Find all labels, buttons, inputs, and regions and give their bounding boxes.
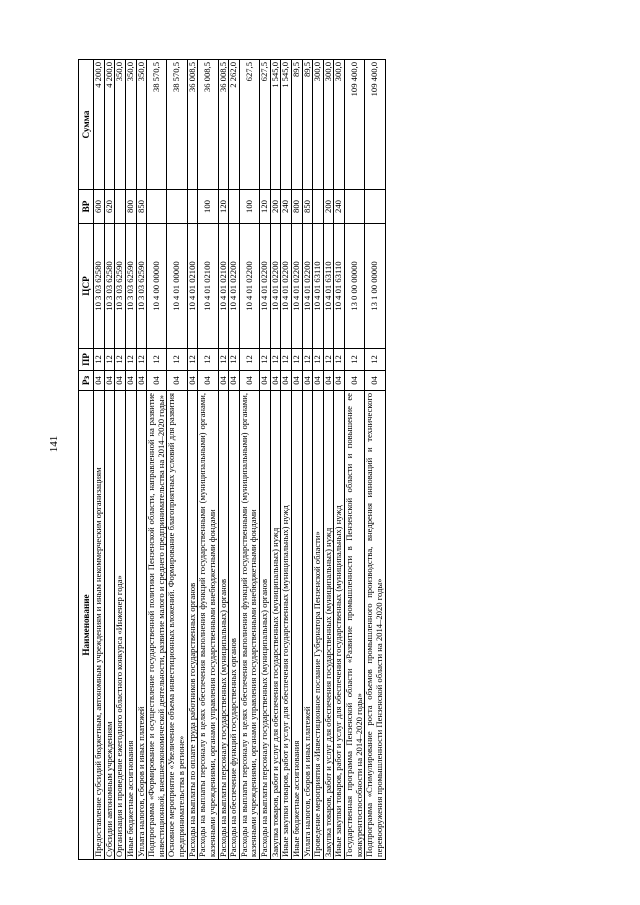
cell-csr: 10 3 03 62580: [94, 224, 105, 349]
table-row: [187, 60, 198, 860]
cell-name: Основное мероприятие «Увеличение объема инвестиционных вложений. Формирование благоприятных условий для развития предпринимательства в регионе»: [167, 391, 187, 860]
cell-csr: 10 4 01 02200: [270, 224, 281, 349]
table-row: [302, 60, 313, 860]
cell-pr: 12: [229, 349, 240, 371]
cell-csr: 10 4 01 02100: [218, 224, 229, 349]
cell-sum: 38 570,5: [147, 60, 167, 190]
table-row: [94, 60, 105, 860]
table-row: [260, 60, 271, 860]
cell-rz: 04: [260, 371, 271, 391]
cell-sum: 38 570,5: [167, 60, 187, 190]
page-number: 141: [48, 435, 60, 453]
cell-pr: 12: [218, 349, 229, 371]
table-row: [334, 60, 345, 860]
cell-vr: 850: [302, 190, 313, 224]
cell-sum: 627,5: [260, 60, 271, 190]
cell-csr: 10 4 01 02200: [281, 224, 292, 349]
cell-name: Подпрограмма «Стимулирование роста объемов промышленного производства, внедрения инноваций и технического перевооружения промышленности Пензенской области на 2014–2020 годы»: [365, 391, 385, 860]
cell-vr: 120: [218, 190, 229, 224]
header-name: Наименование: [79, 391, 94, 860]
cell-rz: 04: [229, 371, 240, 391]
cell-rz: 04: [115, 371, 126, 391]
cell-name: Расходы на выплаты персоналу государственных (муниципальных) органов: [260, 391, 271, 860]
cell-name: Закупка товаров, работ и услуг для обеспечения государственных (муниципальных) нужд: [270, 391, 281, 860]
cell-sum: 36 008,5: [187, 60, 198, 190]
cell-rz: 04: [198, 371, 218, 391]
table-row: [239, 60, 259, 860]
cell-vr: [167, 190, 187, 224]
cell-name: Иные бюджетные ассигнования: [125, 391, 136, 860]
cell-name: Расходы на выплаты персоналу в целях обеспечения выполнения функций государственными (муниципальными) органами, казенными учреждениями, органами управления государственными внебюджетными фондами: [198, 391, 218, 860]
cell-name: Расходы на обеспечение функций государственных органов: [229, 391, 240, 860]
cell-pr: 12: [136, 349, 147, 371]
table-row: [313, 60, 324, 860]
cell-csr: 10 4 01 02200: [239, 224, 259, 349]
cell-vr: 240: [281, 190, 292, 224]
cell-vr: 800: [125, 190, 136, 224]
table-header-row: [79, 60, 94, 860]
cell-name: Расходы на выплаты персоналу государственных (муниципальных) органов: [218, 391, 229, 860]
cell-rz: 04: [104, 371, 115, 391]
cell-name: Иные закупки товаров, работ и услуг для обеспечения государственных (муниципальных) нужд: [281, 391, 292, 860]
cell-vr: [365, 190, 385, 224]
cell-vr: 200: [323, 190, 334, 224]
cell-rz: 04: [167, 371, 187, 391]
cell-rz: 04: [365, 371, 385, 391]
cell-pr: 12: [104, 349, 115, 371]
cell-rz: 04: [218, 371, 229, 391]
cell-vr: 600: [94, 190, 105, 224]
cell-sum: 36 008,5: [218, 60, 229, 190]
cell-csr: 10 4 01 02100: [187, 224, 198, 349]
header-vr: ВР: [79, 190, 94, 224]
cell-vr: 100: [198, 190, 218, 224]
cell-pr: 12: [281, 349, 292, 371]
table-row: [323, 60, 334, 860]
cell-sum: 2 262,0: [229, 60, 240, 190]
cell-csr: 10 4 01 63110: [323, 224, 334, 349]
cell-pr: 12: [147, 349, 167, 371]
cell-sum: 36 008,5: [198, 60, 218, 190]
cell-name: Расходы на выплаты по оплате труда работников государственных органов: [187, 391, 198, 860]
cell-name: Иные бюджетные ассигнования: [291, 391, 302, 860]
cell-sum: 89,5: [291, 60, 302, 190]
cell-name: Субсидии автономным учреждениям: [104, 391, 115, 860]
cell-vr: 620: [104, 190, 115, 224]
cell-pr: 12: [313, 349, 324, 371]
cell-vr: [115, 190, 126, 224]
table-row: [125, 60, 136, 860]
cell-name: Проведение мероприятия «Инвестиционное послание Губернатора Пензенской области»: [313, 391, 324, 860]
cell-vr: 200: [270, 190, 281, 224]
table-row: [365, 60, 385, 860]
cell-pr: 12: [302, 349, 313, 371]
cell-sum: 1 545,0: [270, 60, 281, 190]
cell-name: Организация и проведение ежегодного областного конкурса «Инженер года»: [115, 391, 126, 860]
cell-pr: 12: [239, 349, 259, 371]
cell-rz: 04: [302, 371, 313, 391]
table-body: [94, 60, 386, 860]
cell-rz: 04: [136, 371, 147, 391]
cell-sum: 350,0: [125, 60, 136, 190]
table-row: [229, 60, 240, 860]
cell-sum: 627,5: [239, 60, 259, 190]
table-row: [115, 60, 126, 860]
rotated-table-container: [78, 60, 568, 860]
cell-rz: 04: [345, 371, 365, 391]
cell-csr: 10 4 01 02200: [260, 224, 271, 349]
table-row: [136, 60, 147, 860]
cell-vr: [187, 190, 198, 224]
cell-sum: 4 200,0: [104, 60, 115, 190]
cell-sum: 300,0: [313, 60, 324, 190]
cell-rz: 04: [313, 371, 324, 391]
cell-vr: [229, 190, 240, 224]
table-row: [345, 60, 365, 860]
cell-sum: 300,0: [334, 60, 345, 190]
table-row: [167, 60, 187, 860]
cell-vr: 120: [260, 190, 271, 224]
header-sum: Сумма: [79, 60, 94, 190]
cell-vr: 800: [291, 190, 302, 224]
cell-name: Иные закупки товаров, работ и услуг для обеспечения государственных (муниципальных) нужд: [334, 391, 345, 860]
cell-csr: 10 3 03 62590: [136, 224, 147, 349]
cell-pr: 12: [323, 349, 334, 371]
cell-vr: 240: [334, 190, 345, 224]
cell-name: Закупка товаров, работ и услуг для обеспечения государственных (муниципальных) нужд: [323, 391, 334, 860]
header-csr: ЦСР: [79, 224, 94, 349]
cell-pr: 12: [198, 349, 218, 371]
cell-rz: 04: [323, 371, 334, 391]
cell-pr: 12: [291, 349, 302, 371]
cell-rz: 04: [125, 371, 136, 391]
cell-vr: [313, 190, 324, 224]
cell-name: Уплата налогов, сборов и иных платежей: [302, 391, 313, 860]
cell-pr: 12: [260, 349, 271, 371]
cell-name: Государственная программа Пензенской области «Развитие промышленности в Пензенской области и повышение ее конкурентоспособности на 2014–2020 годы»: [345, 391, 365, 860]
table-row: [104, 60, 115, 860]
cell-pr: 12: [345, 349, 365, 371]
cell-sum: 300,0: [323, 60, 334, 190]
header-rz: Рз: [79, 371, 94, 391]
cell-csr: 10 3 03 62580: [104, 224, 115, 349]
cell-rz: 04: [147, 371, 167, 391]
header-pr: ПР: [79, 349, 94, 371]
cell-sum: 4 200,0: [94, 60, 105, 190]
cell-rz: 04: [291, 371, 302, 391]
cell-rz: 04: [187, 371, 198, 391]
cell-name: Уплата налогов, сборов и иных платежей: [136, 391, 147, 860]
table-row: [198, 60, 218, 860]
cell-vr: [345, 190, 365, 224]
cell-sum: 109 400,0: [365, 60, 385, 190]
cell-pr: 12: [187, 349, 198, 371]
cell-rz: 04: [281, 371, 292, 391]
cell-pr: 12: [125, 349, 136, 371]
table-row: [147, 60, 167, 860]
cell-pr: 12: [334, 349, 345, 371]
cell-name: Предоставление субсидий бюджетным, автономным учреждениям и иным некоммерческим организациям: [94, 391, 105, 860]
cell-csr: 10 4 01 02200: [302, 224, 313, 349]
cell-sum: 1 545,0: [281, 60, 292, 190]
cell-csr: 10 4 01 63110: [313, 224, 324, 349]
cell-csr: 10 4 00 00000: [147, 224, 167, 349]
table-row: [270, 60, 281, 860]
table-row: [218, 60, 229, 860]
cell-csr: 10 4 01 02100: [198, 224, 218, 349]
cell-pr: 12: [270, 349, 281, 371]
cell-name: Подпрограмма «Формирование и осуществление государственной политики Пензенской области, направленной на развитие инвестиционной, внешнеэкономической деятельности, развитие малого и среднего предпринимательства на 2014–2020 годы»: [147, 391, 167, 860]
table-row: [291, 60, 302, 860]
cell-csr: 10 4 01 63110: [334, 224, 345, 349]
cell-csr: 10 3 03 62590: [115, 224, 126, 349]
cell-sum: 350,0: [115, 60, 126, 190]
cell-csr: 10 3 03 62590: [125, 224, 136, 349]
cell-csr: 10 4 01 02200: [229, 224, 240, 349]
cell-csr: 13 1 00 00000: [365, 224, 385, 349]
cell-sum: 350,0: [136, 60, 147, 190]
cell-rz: 04: [334, 371, 345, 391]
cell-sum: 109 400,0: [345, 60, 365, 190]
cell-vr: 850: [136, 190, 147, 224]
cell-vr: [147, 190, 167, 224]
cell-vr: 100: [239, 190, 259, 224]
cell-pr: 12: [94, 349, 105, 371]
cell-rz: 04: [239, 371, 259, 391]
table-row: [281, 60, 292, 860]
cell-rz: 04: [94, 371, 105, 391]
cell-name: Расходы на выплаты персоналу в целях обеспечения выполнения функций государственными (муниципальными) органами, казенными учреждениями, органами управления государственными внебюджетными фондами: [239, 391, 259, 860]
budget-table: [78, 59, 386, 860]
cell-pr: 12: [365, 349, 385, 371]
cell-pr: 12: [167, 349, 187, 371]
cell-rz: 04: [270, 371, 281, 391]
cell-csr: 10 4 01 00000: [167, 224, 187, 349]
cell-csr: 10 4 01 02200: [291, 224, 302, 349]
cell-sum: 89,5: [302, 60, 313, 190]
cell-csr: 13 0 00 00000: [345, 224, 365, 349]
cell-pr: 12: [115, 349, 126, 371]
